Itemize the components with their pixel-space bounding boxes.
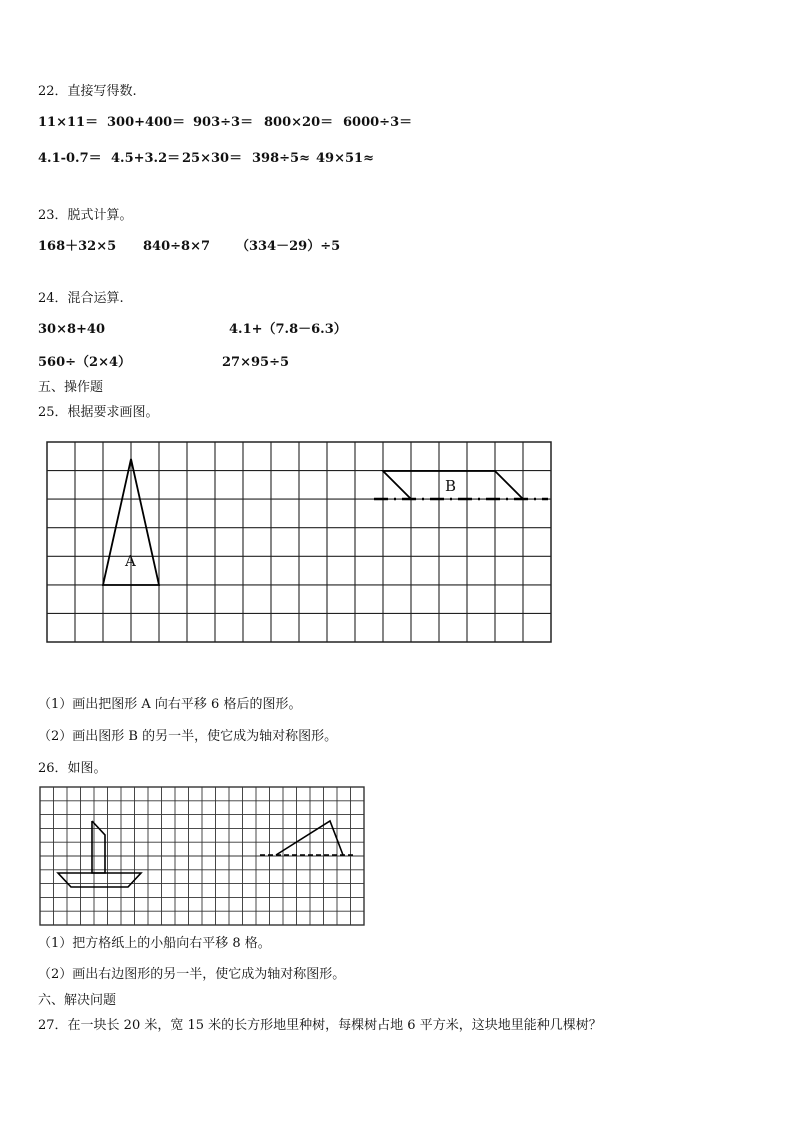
figure-a-label: A [125, 552, 136, 570]
q25-grid-figure [44, 439, 554, 645]
q26-sub1: （1）把方格纸上的小船向右平移 8 格。 [38, 936, 271, 951]
q22-item-7: 4.5+3.2＝ [111, 151, 181, 166]
section-5-heading: 五、操作题 [38, 380, 104, 395]
boat-figure [58, 821, 141, 887]
q24-item-4: 27×95÷5 [222, 355, 290, 370]
q23-item-3: （334－29）÷5 [236, 239, 341, 254]
q26-title: 26．如图。 [38, 761, 107, 776]
q22-item-10: 49×51≈ [316, 151, 374, 166]
q22-item-4: 800×20＝ [264, 115, 334, 130]
q22-item-2: 300+400＝ [107, 115, 186, 130]
q26-grid-figure [38, 784, 368, 928]
q25-title: 25．根据要求画图。 [38, 405, 159, 420]
section-6-heading: 六、解决问题 [38, 993, 117, 1008]
q23-item-2: 840÷8×7 [143, 239, 211, 254]
q24-item-1: 30×8+40 [38, 322, 106, 337]
q24-item-2: 4.1+（7.8－6.3） [229, 322, 347, 337]
q22-item-5: 6000÷3＝ [343, 115, 413, 130]
q22-item-3: 903÷3＝ [193, 115, 254, 130]
q23-title: 23．脱式计算。 [38, 208, 133, 223]
q23-item-1: 168＋32×5 [38, 239, 117, 254]
q26-sub2: （2）画出右边图形的另一半，使它成为轴对称图形。 [38, 967, 346, 982]
q22-item-1: 11×11＝ [38, 115, 99, 130]
q24-title: 24．混合运算. [38, 291, 124, 306]
q22-item-8: 25×30＝ [182, 151, 243, 166]
half-triangle-figure [276, 821, 343, 855]
q25-sub2: （2）画出图形 B 的另一半，使它成为轴对称图形。 [38, 729, 338, 744]
q25-sub1: （1）画出把图形 A 向右平移 6 格后的图形。 [38, 697, 302, 712]
q22-item-6: 4.1-0.7＝ [38, 151, 102, 166]
q27-text: 27．在一块长 20 米，宽 15 米的长方形地里种树，每棵树占地 6 平方米，这块地里能种几棵树？ [38, 1018, 602, 1033]
q24-item-3: 560÷（2×4） [38, 355, 132, 370]
q22-title: 22．直接写得数. [38, 84, 137, 99]
figure-b-label: B [445, 477, 457, 495]
q22-item-9: 398÷5≈ [252, 151, 310, 166]
